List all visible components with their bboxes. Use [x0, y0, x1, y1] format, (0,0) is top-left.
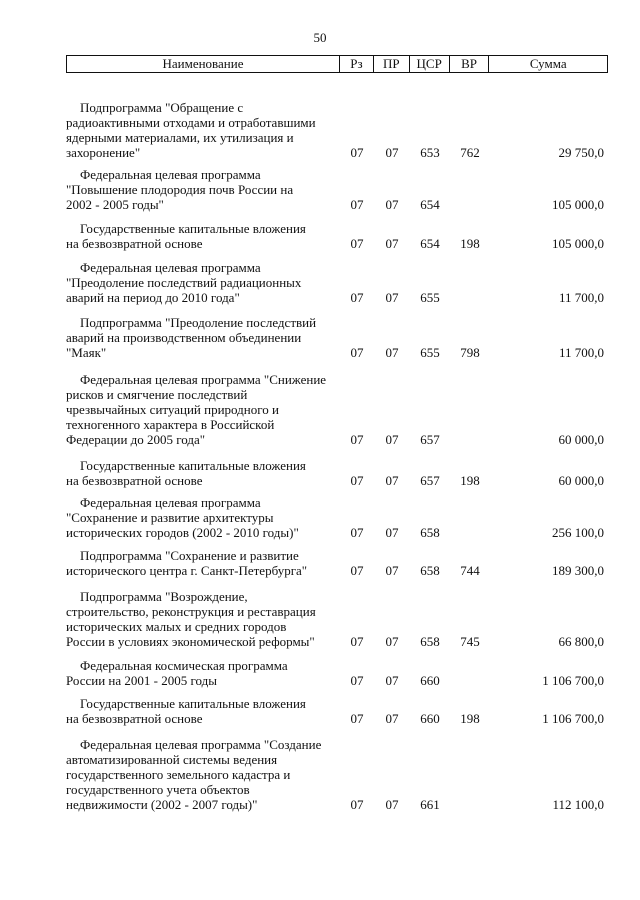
row-sum: 105 000,0 [552, 236, 604, 251]
row-csr: 658 [420, 563, 440, 578]
row-sum: 66 800,0 [558, 634, 604, 649]
row-name: Государственные капитальные вложения на безвозвратной основе [66, 458, 306, 488]
table-row [66, 100, 608, 160]
row-name: Федеральная целевая программа "Снижение рисков и смягчение последствий чрезвычайных ситуаций природного и техногенного характера в Российской Федерации до 2005 года" [66, 372, 327, 447]
row-rz: 07 [350, 145, 364, 160]
row-vr: 198 [460, 236, 480, 251]
row-rz: 07 [350, 563, 364, 578]
row-rz: 07 [350, 197, 364, 212]
row-sum: 1 106 700,0 [542, 673, 604, 688]
row-pr: 07 [385, 236, 399, 251]
row-csr: 654 [420, 197, 440, 212]
table-row [66, 372, 608, 447]
row-rz: 07 [350, 473, 364, 488]
row-vr: 745 [460, 634, 480, 649]
table-row [66, 260, 608, 305]
row-vr: 198 [460, 473, 480, 488]
row-sum: 112 100,0 [552, 797, 604, 812]
row-pr: 07 [385, 432, 399, 447]
row-rz: 07 [350, 525, 364, 540]
row-pr: 07 [385, 345, 399, 360]
row-name: Подпрограмма "Возрождение, строительство, реконструкция и реставрация исторических малых и средних городов России в условиях экономической реформы" [66, 589, 316, 649]
row-pr: 07 [385, 525, 399, 540]
row-rz: 07 [350, 797, 364, 812]
row-csr: 655 [420, 345, 440, 360]
row-name: Подпрограмма "Преодоление последствий аварий на производственном объединении "Маяк" [66, 315, 317, 360]
row-rz: 07 [350, 634, 364, 649]
row-sum: 105 000,0 [552, 197, 604, 212]
row-name: Федеральная целевая программа "Создание автоматизированной системы ведения государственного земельного кадастра и государственного учета объектов недвижимости (2002 - 2007 годы)" [66, 737, 322, 812]
table-row [66, 315, 608, 360]
table-row [66, 495, 608, 540]
header-csr: ЦСР [410, 56, 450, 72]
row-vr: 198 [460, 711, 480, 726]
row-csr: 658 [420, 525, 440, 540]
row-csr: 657 [420, 432, 440, 447]
row-vr: 762 [460, 145, 480, 160]
row-rz: 07 [350, 290, 364, 305]
row-pr: 07 [385, 290, 399, 305]
header-name: Наименование [67, 56, 340, 72]
table-row [66, 589, 608, 649]
header-sum: Сумма [529, 56, 567, 71]
row-name: Государственные капитальные вложения на безвозвратной основе [66, 221, 306, 251]
row-pr: 07 [385, 634, 399, 649]
row-name: Федеральная целевая программа "Преодоление последствий радиационных аварий на период до 2010 года" [66, 260, 302, 305]
row-pr: 07 [385, 711, 399, 726]
row-rz: 07 [350, 345, 364, 360]
row-csr: 660 [420, 673, 440, 688]
row-sum: 189 300,0 [552, 563, 604, 578]
row-name: Федеральная космическая программа России на 2001 - 2005 годы [66, 658, 288, 688]
row-csr: 653 [420, 145, 440, 160]
header-vr: ВР [450, 56, 490, 72]
row-pr: 07 [385, 145, 399, 160]
row-csr: 654 [420, 236, 440, 251]
row-rz: 07 [350, 711, 364, 726]
row-name: Государственные капитальные вложения на безвозвратной основе [66, 696, 306, 726]
table-row [66, 658, 608, 688]
row-sum: 11 700,0 [558, 345, 604, 360]
row-sum: 1 106 700,0 [542, 711, 604, 726]
table-row [66, 458, 608, 488]
table-row [66, 548, 608, 578]
table-row [66, 737, 608, 812]
page-number: 50 [313, 30, 327, 45]
header-rz: Рз [340, 56, 374, 72]
row-csr: 660 [420, 711, 440, 726]
row-csr: 655 [420, 290, 440, 305]
table-row [66, 167, 608, 212]
row-name: Федеральная целевая программа "Повышение плодородия почв России на 2002 - 2005 годы" [66, 167, 294, 212]
row-pr: 07 [385, 563, 399, 578]
row-vr: 798 [460, 345, 480, 360]
row-name: Подпрограмма "Обращение с радиоактивными отходами и отработавшими ядерными материалами, их утилизация и захоронение" [66, 100, 316, 160]
row-pr: 07 [385, 797, 399, 812]
row-csr: 657 [420, 473, 440, 488]
row-name: Федеральная целевая программа "Сохранение и развитие архитектуры исторических городов (2002 - 2010 годы)" [66, 495, 299, 540]
row-vr: 744 [460, 563, 480, 578]
row-sum: 60 000,0 [558, 432, 604, 447]
header-pr: ПР [374, 56, 410, 72]
row-rz: 07 [350, 432, 364, 447]
table-row [66, 696, 608, 726]
row-pr: 07 [385, 197, 399, 212]
row-sum: 29 750,0 [558, 145, 604, 160]
row-rz: 07 [350, 236, 364, 251]
row-csr: 661 [420, 797, 440, 812]
table-row [66, 221, 608, 251]
row-pr: 07 [385, 673, 399, 688]
row-pr: 07 [385, 473, 399, 488]
row-sum: 256 100,0 [552, 525, 604, 540]
row-sum: 60 000,0 [558, 473, 604, 488]
row-sum: 11 700,0 [558, 290, 604, 305]
row-name: Подпрограмма "Сохранение и развитие исторического центра г. Санкт-Петербурга" [66, 548, 308, 578]
row-csr: 658 [420, 634, 440, 649]
row-rz: 07 [350, 673, 364, 688]
